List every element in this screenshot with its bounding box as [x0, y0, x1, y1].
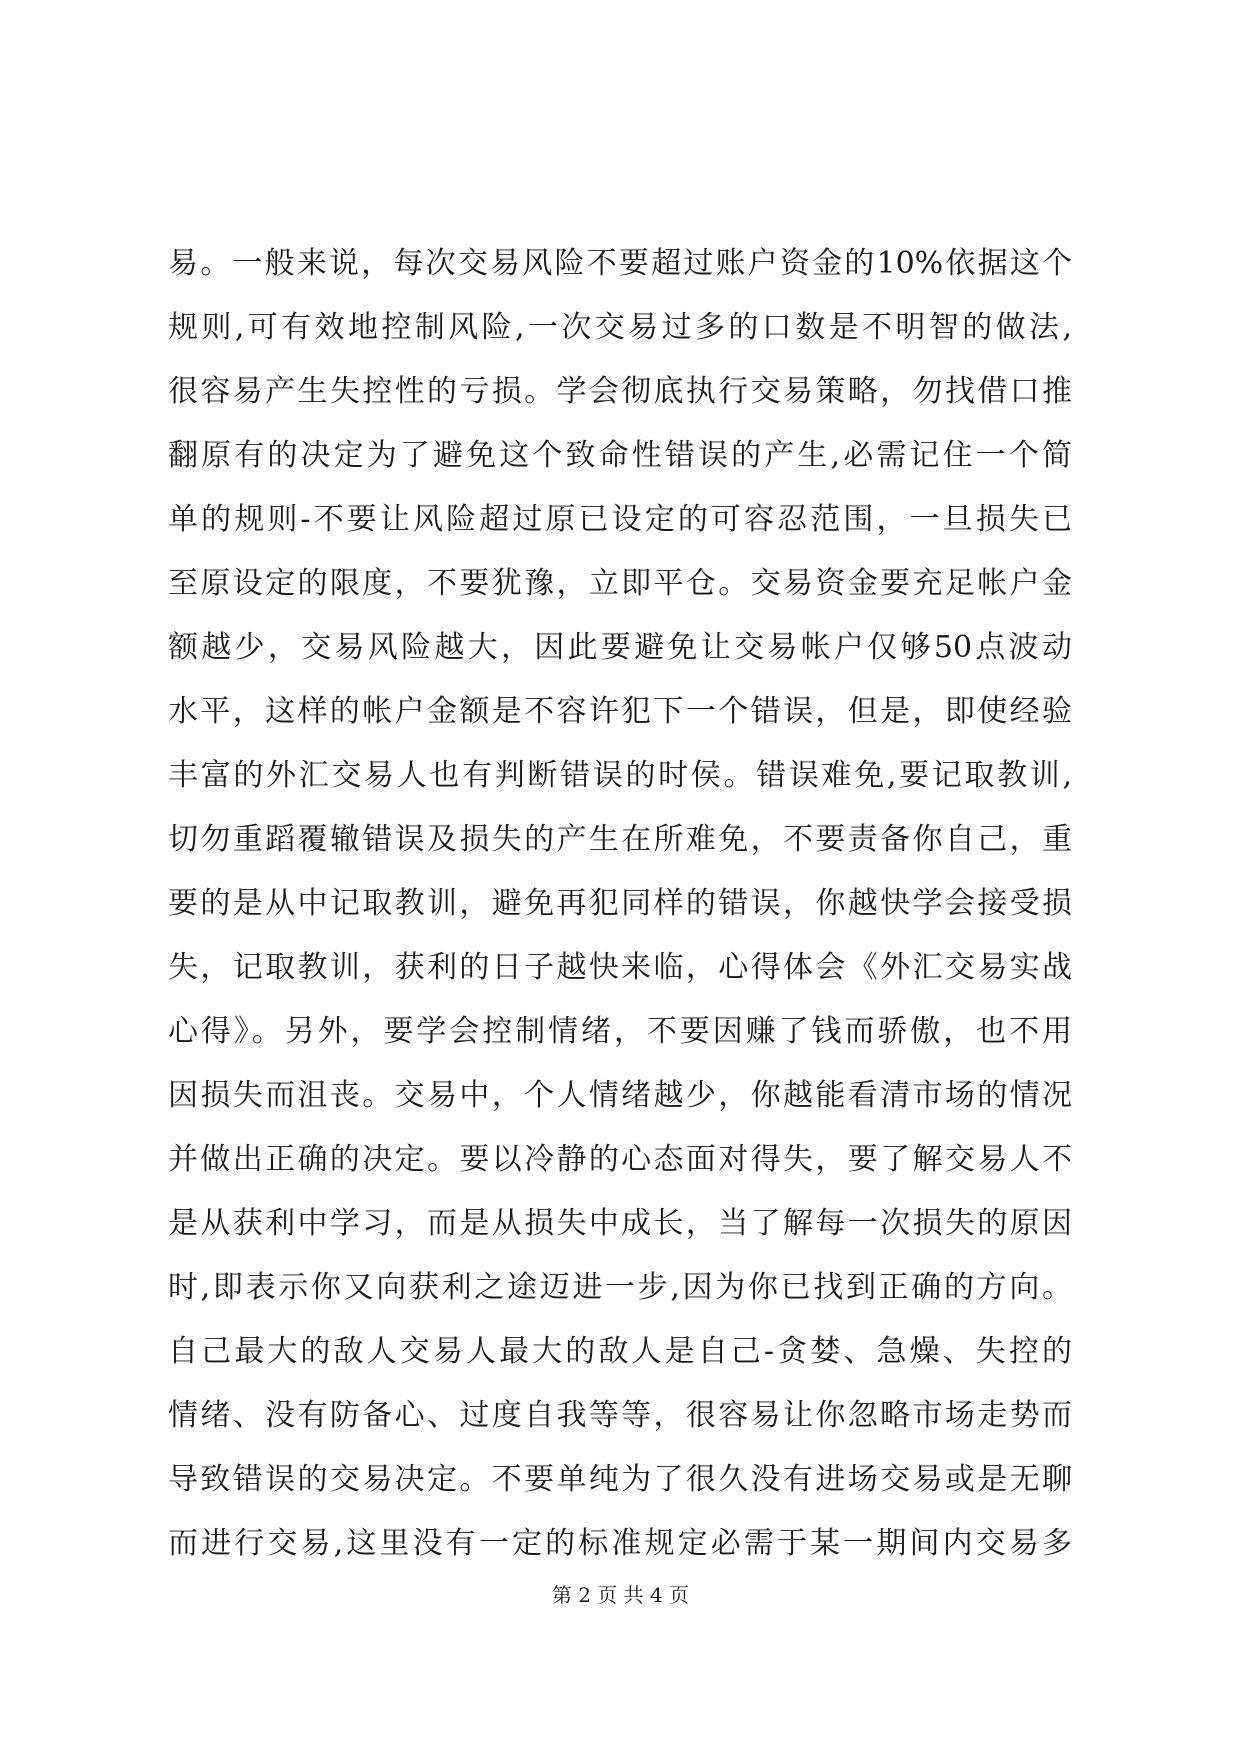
text-line: 单的规则-不要让风险超过原已设定的可容忍范围，一旦损失已 — [168, 502, 1072, 537]
text-line: 额越少，交易风险越大，因此要避免让交易帐户仅够50点波动 — [168, 630, 1072, 665]
text-line: 丰富的外汇交易人也有判断错误的时侯。错误难免,要记取教训, — [168, 758, 1072, 793]
body-text — [168, 232, 1072, 1576]
text-line: 自己最大的敌人交易人最大的敌人是自己-贪婪、急燥、失控的 — [168, 1334, 1072, 1369]
text-line: 是从获利中学习，而是从损失中成长，当了解每一次损失的原因 — [168, 1206, 1072, 1241]
text-line: 要的是从中记取教训，避免再犯同样的错误，你越快学会接受损 — [168, 886, 1072, 921]
text-line: 并做出正确的决定。要以冷静的心态面对得失，要了解交易人不 — [168, 1142, 1072, 1177]
text-line: 至原设定的限度，不要犹豫，立即平仓。交易资金要充足帐户金 — [168, 566, 1072, 601]
text-line: 规则,可有效地控制风险,一次交易过多的口数是不明智的做法, — [168, 310, 1072, 345]
text-line: 时,即表示你又向获利之途迈进一步,因为你已找到正确的方向。 — [168, 1270, 1072, 1305]
page-number-footer: 第 2 页 共 4 页 — [551, 1583, 690, 1607]
text-line: 失，记取教训，获利的日子越快来临，心得体会《外汇交易实战 — [168, 950, 1072, 985]
text-line: 情绪、没有防备心、过度自我等等，很容易让你忽略市场走势而 — [168, 1398, 1072, 1433]
text-line: 翻原有的决定为了避免这个致命性错误的产生,必需记住一个简 — [168, 438, 1072, 473]
text-line: 心得》。另外，要学会控制情绪，不要因赚了钱而骄傲，也不用 — [168, 1014, 1072, 1049]
text-line: 切勿重蹈覆辙错误及损失的产生在所难免，不要责备你自己，重 — [168, 822, 1072, 857]
text-line: 水平，这样的帐户金额是不容许犯下一个错误，但是，即使经验 — [168, 694, 1072, 729]
text-line: 而进行交易,这里没有一定的标准规定必需于某一期间内交易多 — [168, 1526, 1072, 1561]
text-line: 因损失而沮丧。交易中，个人情绪越少，你越能看清市场的情况 — [168, 1078, 1072, 1113]
text-line: 很容易产生失控性的亏损。学会彻底执行交易策略，勿找借口推 — [168, 374, 1072, 409]
text-line: 导致错误的交易决定。不要单纯为了很久没有进场交易或是无聊 — [168, 1462, 1072, 1497]
text-line: 易。一般来说，每次交易风险不要超过账户资金的10%依据这个 — [168, 246, 1072, 281]
